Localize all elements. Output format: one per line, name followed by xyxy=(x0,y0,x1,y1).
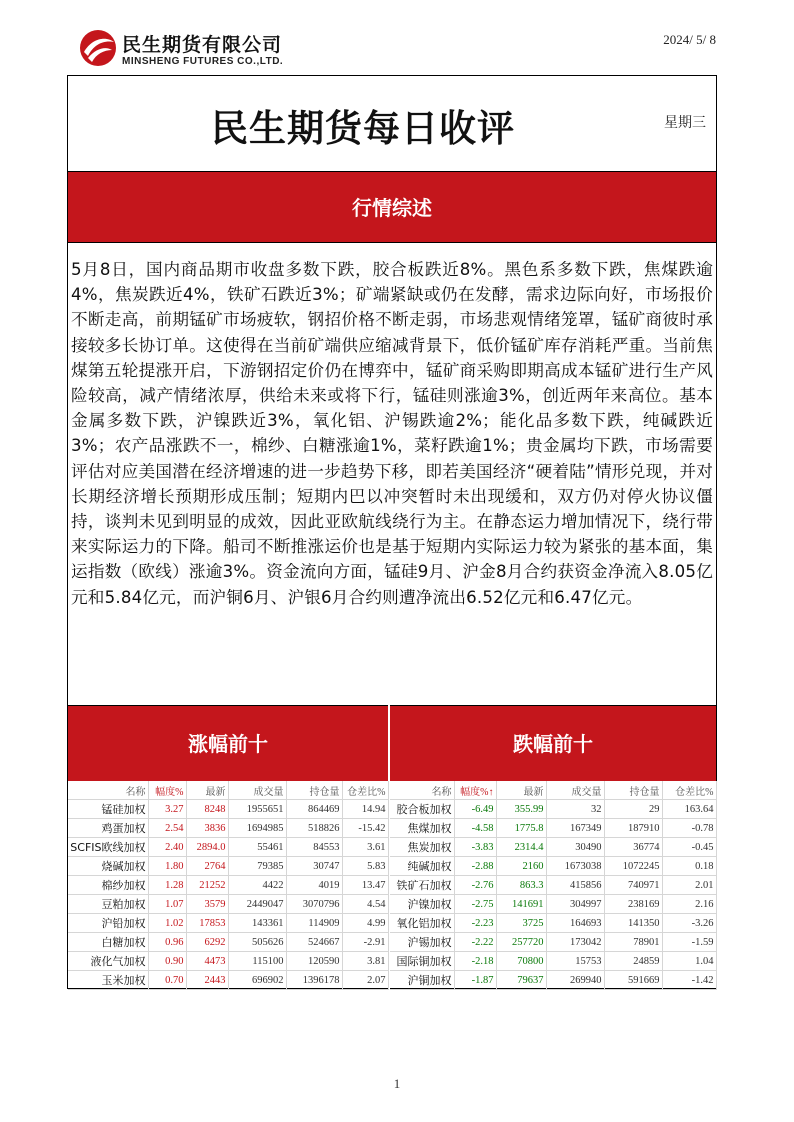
table-cell: 0.70 xyxy=(148,971,186,990)
table-row xyxy=(390,876,716,895)
table-cell: 1673038 xyxy=(546,857,604,876)
table-row xyxy=(68,933,388,952)
table-cell: -3.83 xyxy=(454,838,496,857)
table-cell: 518826 xyxy=(286,819,342,838)
table-row xyxy=(390,895,716,914)
table-cell: 1072245 xyxy=(604,857,662,876)
table-cell: 4473 xyxy=(186,952,228,971)
table-cell: 3.61 xyxy=(342,838,388,857)
table-cell: 胶合板加权 xyxy=(390,800,454,819)
weekday-label: 星期三 xyxy=(664,115,706,131)
table-cell: -4.58 xyxy=(454,819,496,838)
table-cell: 沪镍加权 xyxy=(390,895,454,914)
table-cell: -6.49 xyxy=(454,800,496,819)
table-cell: 173042 xyxy=(546,933,604,952)
losers-body xyxy=(390,800,716,990)
table-cell: 沪铅加权 xyxy=(68,914,148,933)
table-cell: 2160 xyxy=(496,857,546,876)
losers-col-header: 成交量 xyxy=(546,781,604,800)
table-cell: 164693 xyxy=(546,914,604,933)
table-row xyxy=(390,914,716,933)
table-cell: 55461 xyxy=(228,838,286,857)
table-cell: -2.91 xyxy=(342,933,388,952)
table-cell: 24859 xyxy=(604,952,662,971)
table-cell: 豆粕加权 xyxy=(68,895,148,914)
table-cell: 120590 xyxy=(286,952,342,971)
table-cell: 114909 xyxy=(286,914,342,933)
losers-col-header: 名称 xyxy=(390,781,454,800)
overview-heading: 行情综述 xyxy=(68,171,716,243)
gainers-col-header: 幅度% xyxy=(148,781,186,800)
losers-col-header: 最新 xyxy=(496,781,546,800)
table-cell: 白糖加权 xyxy=(68,933,148,952)
table-cell: 238169 xyxy=(604,895,662,914)
table-cell: 沪铜加权 xyxy=(390,971,454,990)
gainers-body xyxy=(68,800,388,990)
table-cell: 79637 xyxy=(496,971,546,990)
table-cell: 2443 xyxy=(186,971,228,990)
table-cell: 1396178 xyxy=(286,971,342,990)
table-cell: 2764 xyxy=(186,857,228,876)
table-row xyxy=(68,914,388,933)
table-cell: 0.18 xyxy=(662,857,716,876)
table-cell: 1.28 xyxy=(148,876,186,895)
table-cell: -2.22 xyxy=(454,933,496,952)
gainers-heading: 涨幅前十 xyxy=(68,705,388,781)
logo-mark-icon xyxy=(78,28,118,68)
table-cell: 烧碱加权 xyxy=(68,857,148,876)
table-cell: 3579 xyxy=(186,895,228,914)
table-cell: 17853 xyxy=(186,914,228,933)
market-summary: 5月8日，国内商品期市收盘多数下跌，胶合板跌近8%。黑色系多数下跌，焦煤跌逾4%，焦炭跌近4%，铁矿石跌近3%；矿端紧缺或仍在发酵，需求边际向好，市场报价不断走高，前期锰矿市场疲软，钢招价格不断走弱，市场悲观情绪笼罩，锰矿商彼时承接较多长协订单。这使得在当前矿端供应缩减背景下，低价锰矿库存消耗严重。当前焦煤第五轮提涨开启，下游钢招定价仍在博弈中，锰矿商采购即期高成本锰矿进行生产风险较高，减产情绪浓厚，供给未来或将下行，锰硅则涨逾3%，创近两年来高位。基本金属多数下跌，沪镍跌近3%，氧化铝、沪锡跌逾2%；能化品多数下跌，纯碱跌近3%；农产品涨跌不一，棉纱、白糖涨逾1%，菜籽跌逾1%；贵金属均下跌，市场需要评估对应美国潜在经济增速的进一步趋势下移，即若美国经济“硬着陆”情形兑现，并对长期经济增长预期形成压制；短期内巴以冲突暂时未出现缓和，双方仍对停火协议僵持，谈判未见到明显的成效，因此亚欧航线绕行为主。在静态运力增加情况下，绕行带来实际运力的下降。船司不断推涨运价也是基于短期内实际运力较为紧张的基本面，集运指数（欧线）涨逾3%。资金流向方面，锰硅9月、沪金8月合约获资金净流入8.05亿元和5.84亿元，而沪铜6月、沪银6月合约则遭净流出6.52亿元和6.47亿元。 xyxy=(71,260,713,607)
gainers-col-header: 成交量 xyxy=(228,781,286,800)
table-cell: 3.81 xyxy=(342,952,388,971)
table-cell: 8248 xyxy=(186,800,228,819)
report-frame xyxy=(67,75,717,989)
table-cell: 740971 xyxy=(604,876,662,895)
table-cell: 141350 xyxy=(604,914,662,933)
table-cell: -2.23 xyxy=(454,914,496,933)
table-cell: 141691 xyxy=(496,895,546,914)
table-cell: 2.16 xyxy=(662,895,716,914)
table-row xyxy=(390,952,716,971)
table-cell: -2.88 xyxy=(454,857,496,876)
table-row xyxy=(390,857,716,876)
table-cell: 2.40 xyxy=(148,838,186,857)
table-cell: 焦炭加权 xyxy=(390,838,454,857)
table-cell: 3070796 xyxy=(286,895,342,914)
table-cell: 505626 xyxy=(228,933,286,952)
table-cell: 4.99 xyxy=(342,914,388,933)
losers-table xyxy=(390,781,717,990)
table-cell: 沪锡加权 xyxy=(390,933,454,952)
table-cell: 143361 xyxy=(228,914,286,933)
table-cell: 187910 xyxy=(604,819,662,838)
table-cell: -1.42 xyxy=(662,971,716,990)
table-row xyxy=(390,800,716,819)
table-cell: 2314.4 xyxy=(496,838,546,857)
table-cell: 3836 xyxy=(186,819,228,838)
table-row xyxy=(68,819,388,838)
table-cell: 864469 xyxy=(286,800,342,819)
page-number: 1 xyxy=(393,1076,401,1091)
table-row xyxy=(68,857,388,876)
table-cell: 15753 xyxy=(546,952,604,971)
table-row xyxy=(68,971,388,990)
table-cell: 13.47 xyxy=(342,876,388,895)
table-cell: 棉纱加权 xyxy=(68,876,148,895)
table-cell: 2.07 xyxy=(342,971,388,990)
table-row xyxy=(68,952,388,971)
table-cell: -3.26 xyxy=(662,914,716,933)
table-cell: 锰硅加权 xyxy=(68,800,148,819)
table-cell: 1955651 xyxy=(228,800,286,819)
table-cell: -0.45 xyxy=(662,838,716,857)
table-cell: -2.75 xyxy=(454,895,496,914)
table-row xyxy=(68,895,388,914)
company-logo xyxy=(78,28,318,72)
table-cell: 3.27 xyxy=(148,800,186,819)
table-cell: 21252 xyxy=(186,876,228,895)
losers-col-header: 幅度%↑ xyxy=(454,781,496,800)
table-cell: 玉米加权 xyxy=(68,971,148,990)
gainers-col-header: 最新 xyxy=(186,781,228,800)
table-cell: 1.07 xyxy=(148,895,186,914)
table-row xyxy=(68,876,388,895)
table-cell: 1.80 xyxy=(148,857,186,876)
table-cell: 氧化铝加权 xyxy=(390,914,454,933)
table-cell: 4.54 xyxy=(342,895,388,914)
table-cell: -2.18 xyxy=(454,952,496,971)
table-row xyxy=(68,838,388,857)
table-cell: 524667 xyxy=(286,933,342,952)
table-cell: 355.99 xyxy=(496,800,546,819)
table-cell: 3725 xyxy=(496,914,546,933)
gainers-col-header: 持仓量 xyxy=(286,781,342,800)
table-cell: 0.96 xyxy=(148,933,186,952)
losers-heading: 跌幅前十 xyxy=(390,705,716,781)
table-cell: 铁矿石加权 xyxy=(390,876,454,895)
table-cell: 167349 xyxy=(546,819,604,838)
table-row xyxy=(390,819,716,838)
table-cell: 115100 xyxy=(228,952,286,971)
table-cell: 1694985 xyxy=(228,819,286,838)
table-cell: 696902 xyxy=(228,971,286,990)
table-row xyxy=(68,800,388,819)
table-cell: 79385 xyxy=(228,857,286,876)
table-cell: 32 xyxy=(546,800,604,819)
table-cell: -1.87 xyxy=(454,971,496,990)
gainers-col-header: 名称 xyxy=(68,781,148,800)
table-cell: 1.04 xyxy=(662,952,716,971)
table-cell: 纯碱加权 xyxy=(390,857,454,876)
table-cell: SCFIS欧线加权 xyxy=(68,838,148,857)
table-cell: 5.83 xyxy=(342,857,388,876)
gainers-col-header: 仓差比% xyxy=(342,781,388,800)
table-cell: 304997 xyxy=(546,895,604,914)
table-cell: 4019 xyxy=(286,876,342,895)
losers-col-header: 持仓量 xyxy=(604,781,662,800)
table-cell: 1775.8 xyxy=(496,819,546,838)
table-cell: 液化气加权 xyxy=(68,952,148,971)
gainers-header-row xyxy=(68,781,388,800)
table-cell: 591669 xyxy=(604,971,662,990)
table-cell: 鸡蛋加权 xyxy=(68,819,148,838)
table-cell: 78901 xyxy=(604,933,662,952)
report-date: 2024/ 5/ 8 xyxy=(663,32,716,47)
table-cell: -1.59 xyxy=(662,933,716,952)
table-cell: -15.42 xyxy=(342,819,388,838)
table-cell: 863.3 xyxy=(496,876,546,895)
table-cell: 焦煤加权 xyxy=(390,819,454,838)
table-cell: 415856 xyxy=(546,876,604,895)
table-cell: 163.64 xyxy=(662,800,716,819)
table-cell: 36774 xyxy=(604,838,662,857)
table-cell: 0.90 xyxy=(148,952,186,971)
company-name-en: MINSHENG FUTURES CO.,LTD. xyxy=(122,56,284,67)
table-cell: 30490 xyxy=(546,838,604,857)
table-cell: 29 xyxy=(604,800,662,819)
table-cell: 269940 xyxy=(546,971,604,990)
table-cell: 84553 xyxy=(286,838,342,857)
table-cell: 257720 xyxy=(496,933,546,952)
table-cell: 4422 xyxy=(228,876,286,895)
table-cell: 2.01 xyxy=(662,876,716,895)
table-cell: 30747 xyxy=(286,857,342,876)
table-row xyxy=(390,971,716,990)
gainers-table xyxy=(68,781,389,990)
losers-col-header: 仓差比% xyxy=(662,781,716,800)
table-cell: 6292 xyxy=(186,933,228,952)
table-cell: 14.94 xyxy=(342,800,388,819)
company-name-cn: 民生期货有限公司 xyxy=(122,34,283,56)
title-row xyxy=(68,76,716,171)
page-title: 民生期货每日收评 xyxy=(211,107,515,150)
table-cell: 70800 xyxy=(496,952,546,971)
table-cell: 2.54 xyxy=(148,819,186,838)
table-cell: 2449047 xyxy=(228,895,286,914)
table-cell: -2.76 xyxy=(454,876,496,895)
table-cell: 2894.0 xyxy=(186,838,228,857)
table-cell: -0.78 xyxy=(662,819,716,838)
losers-header-row xyxy=(390,781,716,800)
table-row xyxy=(390,838,716,857)
table-row xyxy=(390,933,716,952)
table-cell: 1.02 xyxy=(148,914,186,933)
table-cell: 国际铜加权 xyxy=(390,952,454,971)
